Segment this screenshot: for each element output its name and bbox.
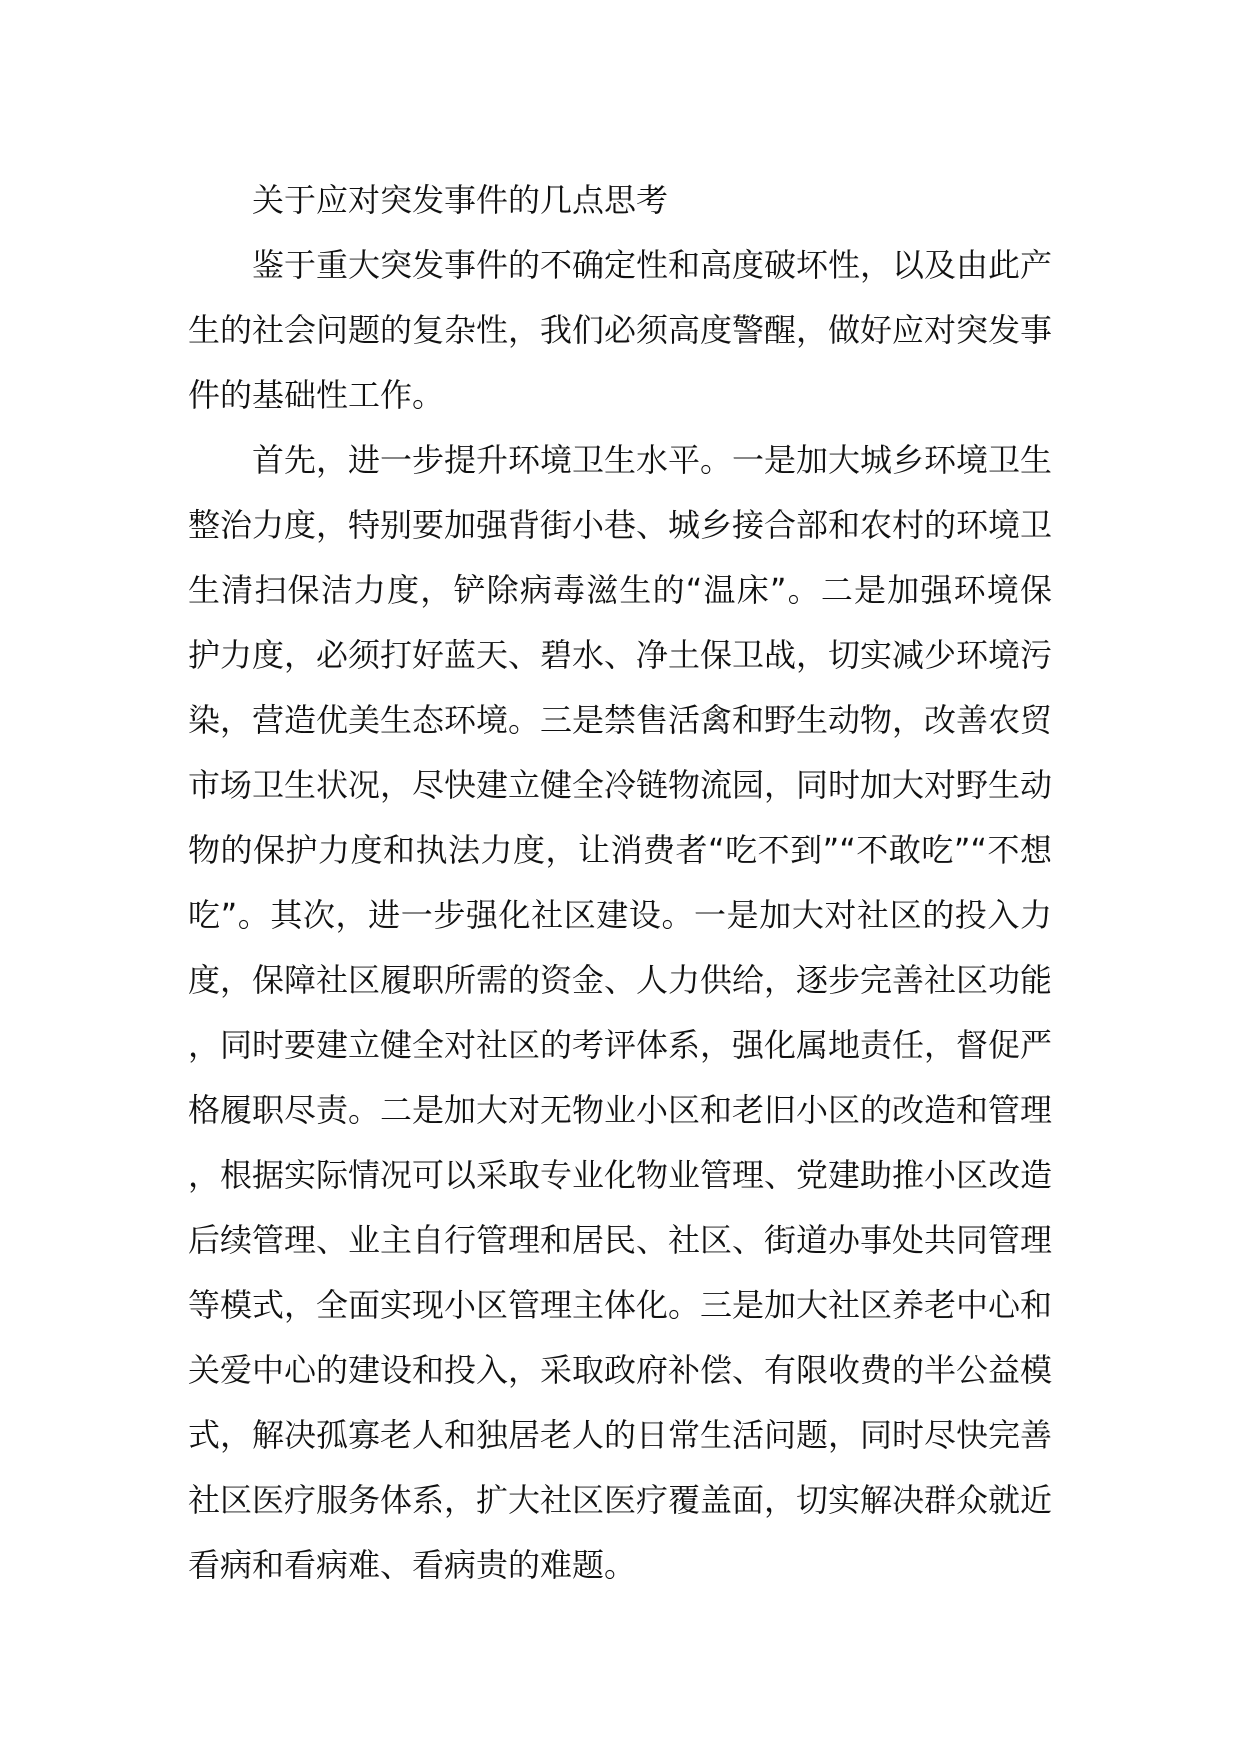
paragraph-measures: 首先，进一步提升环境卫生水平。一是加大城乡环境卫生整治力度，特别要加强背街小巷、城乡接合部和农村的环境卫生清扫保洁力度，铲除病毒滋生的“温床”。二是加强环境保护力度，必须打好蓝天、碧水、净土保卫战，切实减少环境污染，营造优美生态环境。三是禁售活禽和野生动物，改善农贸市场卫生状况，尽快建立健全冷链物流园，同时加大对野生动物的保护力度和执法力度，让消费者“吃不到”“不敢吃”“不想吃”。其次，进一步强化社区建设。一是加大对社区的投入力度，保障社区履职所需的资金、人力供给，逐步完善社区功能，同时要建立健全对社区的考评体系，强化属地责任，督促严格履职尽责。二是加大对无物业小区和老旧小区的改造和管理，根据实际情况可以采取专业化物业管理、党建助推小区改造后续管理、业主自行管理和居民、社区、街道办事处共同管理等模式，全面实现小区管理主体化。三是加大社区养老中心和关爱中心的建设和投入，采取政府补偿、有限收费的半公益模式，解决孤寡老人和独居老人的日常生活问题，同时尽快完善社区医疗服务体系，扩大社区医疗覆盖面，切实解决群众就近看病和看病难、看病贵的难题。 [188,441,1053,1584]
document-body [188,168,1052,1598]
document-title: 关于应对突发事件的几点思考 [252,181,669,219]
paragraph-intro: 鉴于重大突发事件的不确定性和高度破坏性，以及由此产生的社会问题的复杂性，我们必须高度警醒，做好应对突发事件的基础性工作。 [188,246,1053,414]
